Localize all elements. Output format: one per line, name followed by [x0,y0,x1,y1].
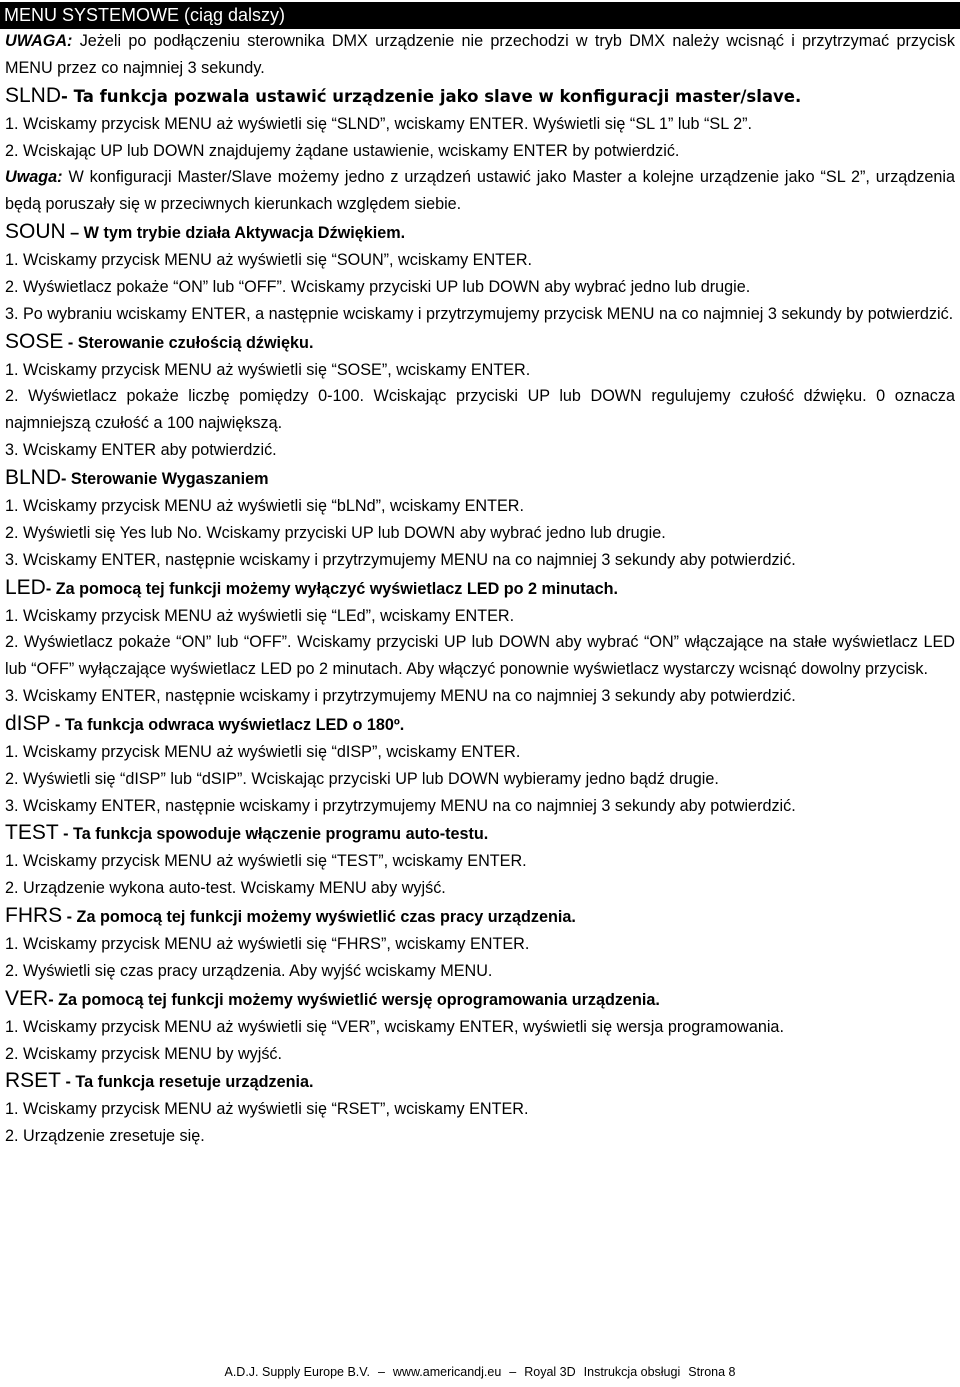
title-blnd: - Sterowanie Wygaszaniem [61,469,269,488]
step-disp-3: 3. Wciskamy ENTER, następnie wciskamy i przytrzymujemy MENU na co najmniej 3 sekundy aby potwierdzić. [5,796,796,815]
section-heading-led [5,574,955,603]
page-footer [0,1365,960,1379]
section-heading-sose [5,328,955,357]
section-heading-blnd [5,464,955,493]
section-heading-soun [5,218,955,247]
title-test: - Ta funkcja spowoduje włączenie programu auto-testu. [58,825,489,844]
step-led-1: 1. Wciskamy przycisk MENU aż wyświetli się “LEd”, wciskamy ENTER. [5,606,515,625]
step-test-1: 1. Wciskamy przycisk MENU aż wyświetli się “TEST”, wciskamy ENTER. [5,852,527,871]
step-slnd-1: 1. Wciskamy przycisk MENU aż wyświetli się “SLND”, wciskamy ENTER. Wyświetli się “SL 1” lub “SL 2”. [5,114,752,133]
page-header: MENU SYSTEMOWE (ciąg dalszy) [0,2,960,29]
slnd-note-label: Uwaga: [5,168,63,187]
code-disp: dISP [5,711,51,735]
step-fhrs-1: 1. Wciskamy przycisk MENU aż wyświetli się “FHRS”, wciskamy ENTER. [5,935,530,954]
page-content [5,28,955,1150]
step-soun-1: 1. Wciskamy przycisk MENU aż wyświetli się “SOUN”, wciskamy ENTER. [5,251,533,270]
step-sose-3: 3. Wciskamy ENTER aby potwierdzić. [5,441,277,460]
step-slnd-2: 2. Wciskając UP lub DOWN znajdujemy żądane ustawienie, wciskamy ENTER by potwierdzić. [5,141,680,160]
code-test: TEST [5,821,59,845]
title-fhrs: - Za pomocą tej funkcji możemy wyświetlić czas pracy urządzenia. [62,908,576,927]
code-blnd: BLND [5,465,62,489]
code-fhrs: FHRS [5,904,63,928]
step-led-2: 2. Wyświetlacz pokaże “ON” lub “OFF”. Wciskamy przyciski UP lub DOWN aby wybrać “ON” włączające na stałe wyświetlacz LED lub “OFF” wyłączające wyświetlacz LED po 2 minutach. Aby włączyć ponownie wyświetlacz wystarczy wcisnąć dowolny przycisk. [5,633,955,679]
title-sose: - Sterowanie czułością dźwięku. [63,333,314,352]
code-ver: VER [5,986,49,1010]
code-soun: SOUN [5,220,66,244]
step-led-3: 3. Wciskamy ENTER, następnie wciskamy i przytrzymujemy MENU na co najmniej 3 sekundy aby potwierdzić. [5,687,796,706]
section-heading-fhrs [5,902,955,931]
title-soun: – W tym trybie działa Aktywacja Dźwiękiem. [65,224,406,243]
step-blnd-2: 2. Wyświetli się Yes lub No. Wciskamy przyciski UP lub DOWN aby wybrać jedno lub drugie. [5,523,666,542]
intro-note-text: Jeżeli po podłączeniu sterownika DMX urządzenie nie przechodzi w tryb DMX należy wcisnąć i przytrzymać przycisk MENU przez co najmniej 3 sekundy. [5,32,955,77]
step-soun-2: 2. Wyświetlacz pokaże “ON” lub “OFF”. Wciskamy przyciski UP lub DOWN aby wybrać jedno lub drugie. [5,277,751,296]
step-disp-2: 2. Wyświetli się “dISP” lub “dSIP”. Wciskając przyciski UP lub DOWN wybieramy jedno bądź drugie. [5,769,719,788]
title-ver: - Za pomocą tej funkcji możemy wyświetlić wersję oprogramowania urządzenia. [48,990,660,1009]
footer-doc: Instrukcja obsługi [583,1365,681,1379]
step-sose-2: 2. Wyświetlacz pokaże liczbę pomiędzy 0-100. Wciskając przyciski UP lub DOWN regulujemy czułość dźwięku. 0 oznacza najmniejszą czułość a 100 największą. [5,387,955,433]
intro-note [5,28,955,82]
code-sose: SOSE [5,329,64,353]
section-heading-ver [5,985,955,1014]
title-slnd: - Ta funkcja pozwala ustawić urządzenie jako slave w konfiguracji master/slave. [61,86,802,106]
slnd-note-text: W konfiguracji Master/Slave możemy jedno z urządzeń ustawić jako Master a kolejne urządzenie jako “SL 2”, urządzenia będą poruszały się w przeciwnych kierunkach względem siebie. [5,168,955,214]
code-led: LED [5,575,46,599]
footer-page-number: Strona 8 [688,1365,736,1379]
footer-company: A.D.J. Supply Europe B.V. [224,1365,370,1379]
step-blnd-3: 3. Wciskamy ENTER, następnie wciskamy i przytrzymujemy MENU na co najmniej 3 sekundy aby potwierdzić. [5,550,796,569]
section-heading-slnd [5,82,955,111]
section-heading-test [5,819,955,848]
code-rset: RSET [5,1069,62,1093]
title-rset: - Ta funkcja resetuje urządzenia. [61,1073,314,1092]
step-rset-2: 2. Urządzenie zresetuje się. [5,1127,205,1146]
slnd-note [5,164,955,218]
step-sose-1: 1. Wciskamy przycisk MENU aż wyświetli się “SOSE”, wciskamy ENTER. [5,360,531,379]
title-led: - Za pomocą tej funkcji możemy wyłączyć wyświetlacz LED po 2 minutach. [45,579,618,598]
step-blnd-1: 1. Wciskamy przycisk MENU aż wyświetli się “bLNd”, wciskamy ENTER. [5,496,524,515]
step-rset-1: 1. Wciskamy przycisk MENU aż wyświetli się “RSET”, wciskamy ENTER. [5,1100,529,1119]
code-slnd: SLND [5,83,62,107]
intro-note-label: UWAGA: [5,32,73,50]
footer-website: www.americandj.eu [392,1365,502,1379]
footer-separator-2: – [509,1365,517,1379]
section-heading-disp [5,710,955,739]
step-fhrs-2: 2. Wyświetli się czas pracy urządzenia. Aby wyjść wciskamy MENU. [5,961,493,980]
step-disp-1: 1. Wciskamy przycisk MENU aż wyświetli się “dISP”, wciskamy ENTER. [5,742,521,761]
step-soun-3: 3. Po wybraniu wciskamy ENTER, a następnie wciskamy i przytrzymujemy przycisk MENU na co najmniej 3 sekundy by potwierdzić. [5,304,954,323]
footer-product: Royal 3D [524,1365,576,1379]
footer-separator: – [377,1365,385,1379]
step-ver-2: 2. Wciskamy przycisk MENU by wyjść. [5,1044,283,1063]
step-test-2: 2. Urządzenie wykona auto-test. Wciskamy MENU aby wyjść. [5,879,446,898]
step-ver-1: 1. Wciskamy przycisk MENU aż wyświetli się “VER”, wciskamy ENTER, wyświetli się wersja programowania. [5,1017,784,1036]
section-heading-rset [5,1067,955,1096]
title-disp: - Ta funkcja odwraca wyświetlacz LED o 180º. [50,715,405,734]
